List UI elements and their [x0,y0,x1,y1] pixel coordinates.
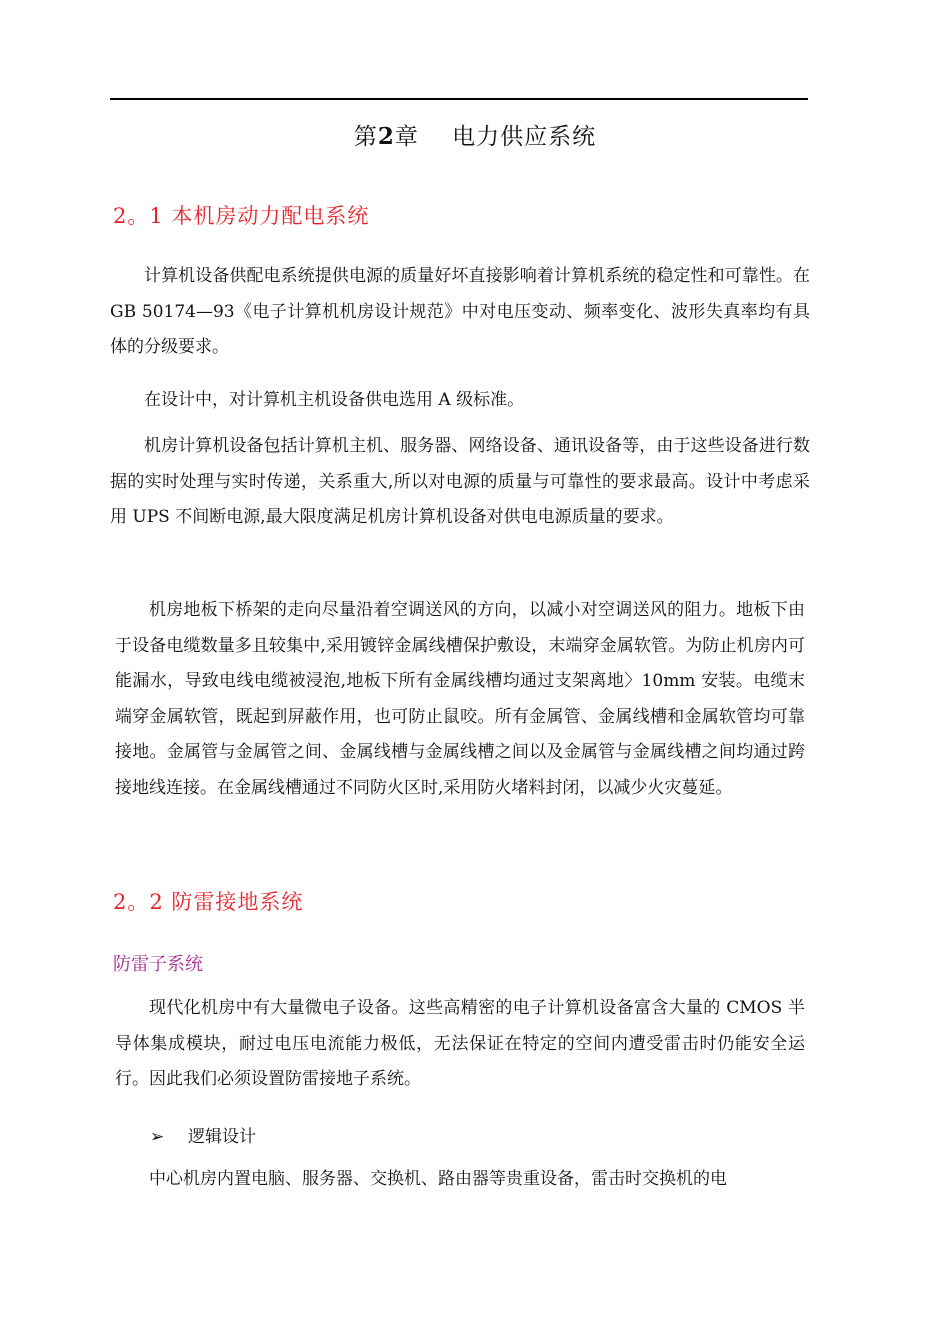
chapter-name: 电力供应系统 [452,124,597,150]
section-heading-lightning-grounding: 2。2 防雷接地系统 [113,890,304,914]
paragraph: 机房地板下桥架的走向尽量沿着空调送风的方向，以减小对空调送风的阻力。地板下由于设备电缆数量多且较集中,采用镀锌金属线槽保护敷设，末端穿金属软管。为防止机房内可能漏水，导致电线电缆被浸泡,地板下所有金属线槽均通过支架离地〉10mm 安装。电缆末端穿金属软管，既起到屏蔽作用，也可防止鼠咬。所有金属管、金属线槽和金属软管均可靠接地。金属管与金属管之间、金属线槽与金属线槽之间以及金属管与金属线槽之间均通过跨接地线连接。在金属线槽通过不同防火区时,采用防火堵料封闭，以减少火灾蔓延。 [115,600,805,798]
paragraph: 现代化机房中有大量微电子设备。这些高精密的电子计算机设备富含大量的 CMOS 半导体集成模块，耐过电压电流能力极低，无法保证在特定的空间内遭受雷击时仍能安全运行。因此我们必须设置防雷接地子系统。 [115,998,805,1089]
bullet-label: 逻辑设计 [188,1127,256,1147]
subsection-heading-lightning-protection: 防雷子系统 [113,954,203,975]
chapter-prefix: 第 [353,124,378,150]
paragraph: 中心机房内置电脑、服务器、交换机、路由器等贵重设备，雷击时交换机的电 [149,1169,727,1189]
arrow-bullet-icon: ➢ [150,1127,165,1147]
section-heading-power-distribution: 2。1 本机房动力配电系统 [113,204,370,228]
chapter-number: 2 [377,123,395,150]
chapter-title [0,118,950,151]
chapter-suffix: 章 [394,124,419,150]
paragraph: 计算机设备供配电系统提供电源的质量好坏直接影响着计算机系统的稳定性和可靠性。在 GB 50174—93《电子计算机机房设计规范》中对电压变动、频率变化、波形失真率均有具体的分级要求。 [110,266,810,357]
header-rule [110,98,808,100]
paragraph: 机房计算机设备包括计算机主机、服务器、网络设备、通讯设备等，由于这些设备进行数据的实时处理与实时传递，关系重大,所以对电源的质量与可靠性的要求最高。设计中考虑采用 UPS 不间断电源,最大限度满足机房计算机设备对供电电源质量的要求。 [110,436,810,527]
bullet-item-logic-design [150,1122,256,1147]
paragraph: 在设计中，对计算机主机设备供电选用 A 级标准。 [144,390,525,410]
